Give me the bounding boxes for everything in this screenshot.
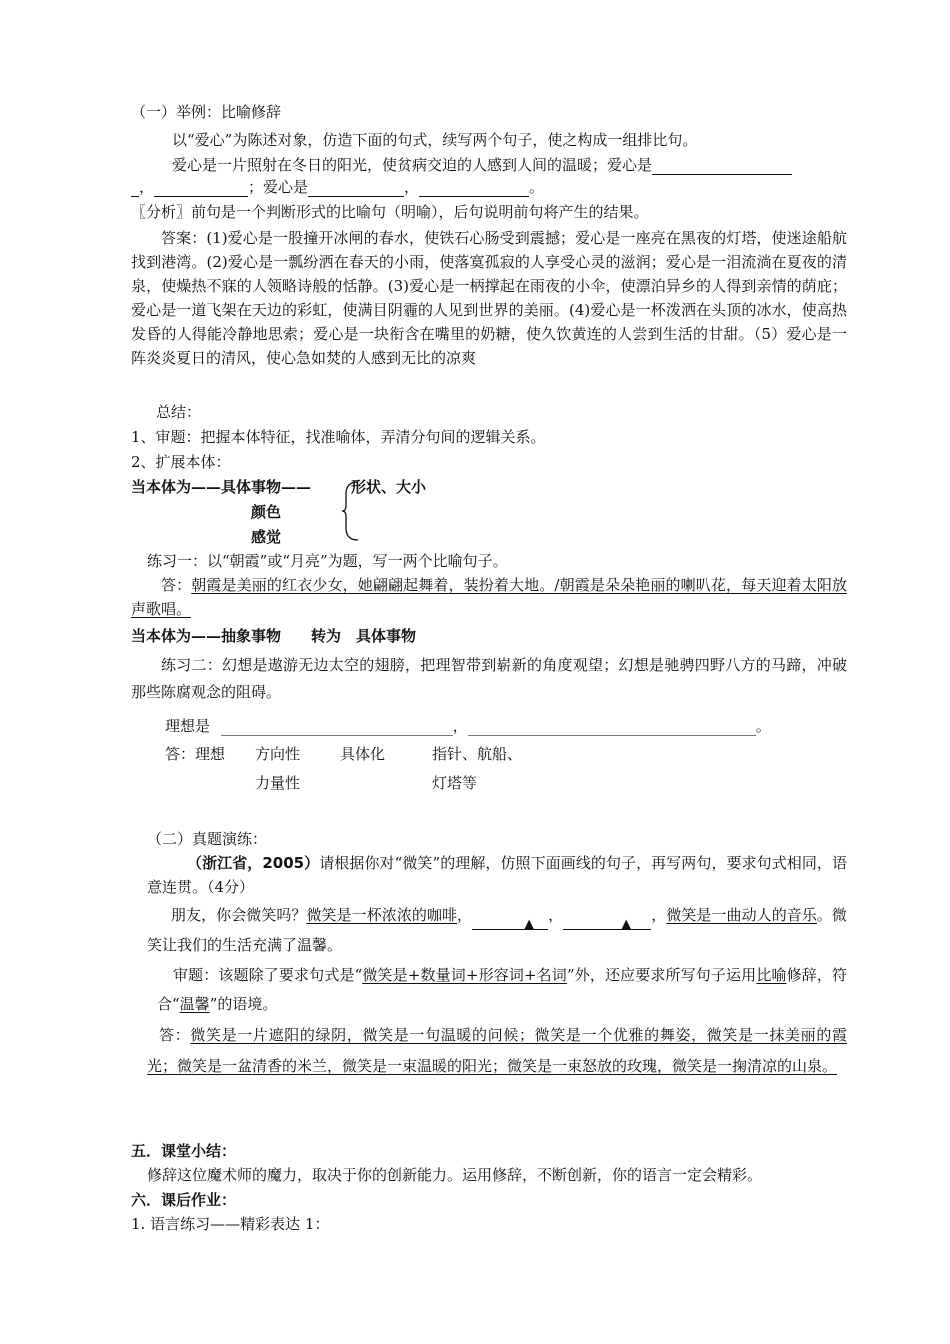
exercise-1-answer-text: 朝霞是美丽的红衣少女，她翩翩起舞着，装扮着大地。/朝霞是朵朵艳丽的喇叭花，每天迎着太阳放声歌唱。 — [131, 576, 847, 618]
separator: ， — [404, 178, 420, 196]
section-heading-homework: 六．课后作业： — [131, 1191, 237, 1209]
fill-blank-3 — [154, 180, 248, 197]
fill-blank-7 — [468, 719, 756, 736]
attribute-shape-size: 形状、大小 — [351, 478, 427, 496]
fill-blank-4 — [308, 180, 404, 197]
summary-text: 修辞这位魔术师的魔力，取决于你的创新能力。运用修辞，不断创新，你的语言一定会精彩。 — [147, 1166, 763, 1184]
question-paragraph — [147, 851, 847, 899]
sentence-underlined-1: 微笑是一杯浓浓的咖啡 — [306, 906, 458, 924]
question-text: 请根据你对“微笑”的理解，仿照下面画线的句子，再写两句，要求句式相同，语意连贯。（4分） — [147, 854, 847, 896]
table-col-2-row-1: 方向性 — [255, 745, 301, 763]
separator: 。 — [529, 178, 545, 196]
analysis-underlined: 微笑是+数量词+形容词+名词 — [362, 966, 567, 984]
example-sentence-cont — [131, 177, 544, 197]
homework-item-1: 1. 语言练习——精彩表达 1： — [131, 1215, 330, 1233]
separator: ， — [452, 717, 468, 735]
exercise-1-answer — [131, 573, 847, 621]
example-line: 爱心是一片照射在冬日的阳光，使贫病交迫的人感到人间的温暖；爱心是 — [172, 156, 653, 174]
practice-answer-text: 微笑是一片遮阳的绿阴，微笑是一句温暖的问候；微笑是一个优雅的舞姿，微笑是一抹美丽的霞光；微笑是一盆清香的米兰，微笑是一束温暖的阳光；微笑是一束怒放的玫瑰，微笑是一掬清凉的山泉。 — [147, 1026, 847, 1075]
attribute-color: 颜色 — [251, 503, 282, 521]
table-col-2-row-2: 力量性 — [255, 774, 301, 792]
exercise-1: 练习一：以“朝霞”或“月亮”为题，写一两个比喻句子。 — [147, 552, 508, 570]
triangle-blank-2 — [563, 913, 651, 930]
instruction-text: 以“爱心”为陈述对象，仿造下面的句式，续写两个句子，使之构成一组排比句。 — [172, 131, 698, 149]
answer-prefix: 答： — [159, 1026, 191, 1044]
analysis-tail: ”的语境。 — [209, 995, 278, 1013]
section-heading-example: （一）举例：比喻修辞 — [131, 103, 282, 121]
analysis-end: 修辞，符合“ — [157, 966, 847, 1013]
triangle-icon: ▲ — [524, 917, 535, 932]
attribute-feeling: 感觉 — [251, 528, 282, 546]
analysis-underlined-2: 比喻 — [756, 966, 787, 984]
fill-blank-5 — [419, 180, 529, 197]
table-col-4-row-1: 指针、航船、 — [432, 745, 523, 763]
sentence-paragraph — [147, 900, 847, 960]
exercise-2-prompt: 理想是 — [165, 717, 211, 735]
section-heading-practice: （二）真题演练： — [147, 830, 268, 848]
table-col-1: 答：理想 — [165, 745, 226, 763]
separator: ， — [457, 906, 473, 924]
summary-point-1: 1、审题：把握本体特征，找准喻体，弄清分句间的逻辑关系。 — [131, 428, 546, 446]
table-col-4-row-2: 灯塔等 — [432, 774, 478, 792]
practice-answer-paragraph — [147, 1020, 847, 1082]
analysis-paragraph — [157, 961, 847, 1019]
triangle-icon: ▲ — [621, 917, 632, 932]
analysis-text: 〖分析〗前句是一个判断形式的比喻句（明喻），后句说明前句将产生的结果。 — [131, 203, 649, 221]
triangle-blank-1 — [472, 913, 548, 930]
separator: ， — [548, 906, 564, 924]
separator: ；爱心是 — [248, 178, 309, 196]
answer-text: 答案：(1)爱心是一股撞开冰闸的春水，使铁石心肠受到震撼；爱心是一座亮在黑夜的灯塔，使迷途船航找到港湾。(2)爱心是一瓢纷洒在春天的小雨，使落寞孤寂的人享受心灵的滋润；爱心是一泪流淌在夏夜的清泉，使燥热不寐的人领略诗般的恬静。(3)爱心是一柄撑起在雨夜的小伞，使漂泊异乡的人得到亲情的荫庇；爱心是一道飞架在天边的彩虹，使满目阴霾的人见到世界的美丽。(4)爱心是一杯泼洒在头顶的冰水，使高热发昏的人得能冷静地思索；爱心是一块衔含在嘴里的奶糖，使久饮黄连的人尝到生活的甘甜。（5）爱心是一阵炎炎夏日的清风，使心急如焚的人感到无比的凉爽 — [131, 229, 847, 367]
separator: 。 — [755, 717, 771, 735]
summary-label: 总结： — [156, 403, 202, 421]
concrete-rule: 当本体为——具体事物—— — [131, 478, 312, 496]
example-sentence — [172, 155, 792, 175]
analysis-underlined-3: 温馨 — [179, 995, 210, 1013]
sentence-underlined-2: 微笑是一曲动人的音乐 — [666, 906, 817, 924]
summary-point-2: 2、扩展本体： — [131, 453, 231, 471]
answer-paragraph — [131, 226, 847, 370]
separator: ， — [651, 906, 667, 924]
analysis-prefix: 审题：该题除了要求句式是“ — [173, 966, 363, 984]
exercise-2-fill — [165, 716, 771, 736]
answer-prefix: 答： — [161, 576, 192, 594]
fill-blank-1 — [652, 158, 792, 175]
fill-blank-6 — [221, 719, 453, 736]
table-col-3: 具体化 — [340, 745, 386, 763]
separator: ， — [139, 178, 155, 196]
fill-blank-2 — [131, 180, 139, 197]
section-heading-summary: 五．课堂小结： — [131, 1142, 237, 1160]
sentence-end: 。微笑让我们的生活充满了温馨。 — [147, 906, 847, 954]
sentence-start: 朋友，你会微笑吗？ — [171, 906, 307, 924]
abstract-rule: 当本体为——抽象事物 转为 具体事物 — [131, 627, 417, 645]
analysis-mid: ”外，还应要求所写句子运用 — [566, 966, 757, 984]
question-source: （浙江省，2005） — [187, 854, 320, 872]
exercise-2 — [131, 652, 847, 706]
exercise-2-text: 练习二：幻想是遨游无边太空的翅膀，把理智带到崭新的角度观望；幻想是驰骋四野八方的马蹄，冲破那些陈腐观念的阻碍。 — [131, 656, 847, 701]
